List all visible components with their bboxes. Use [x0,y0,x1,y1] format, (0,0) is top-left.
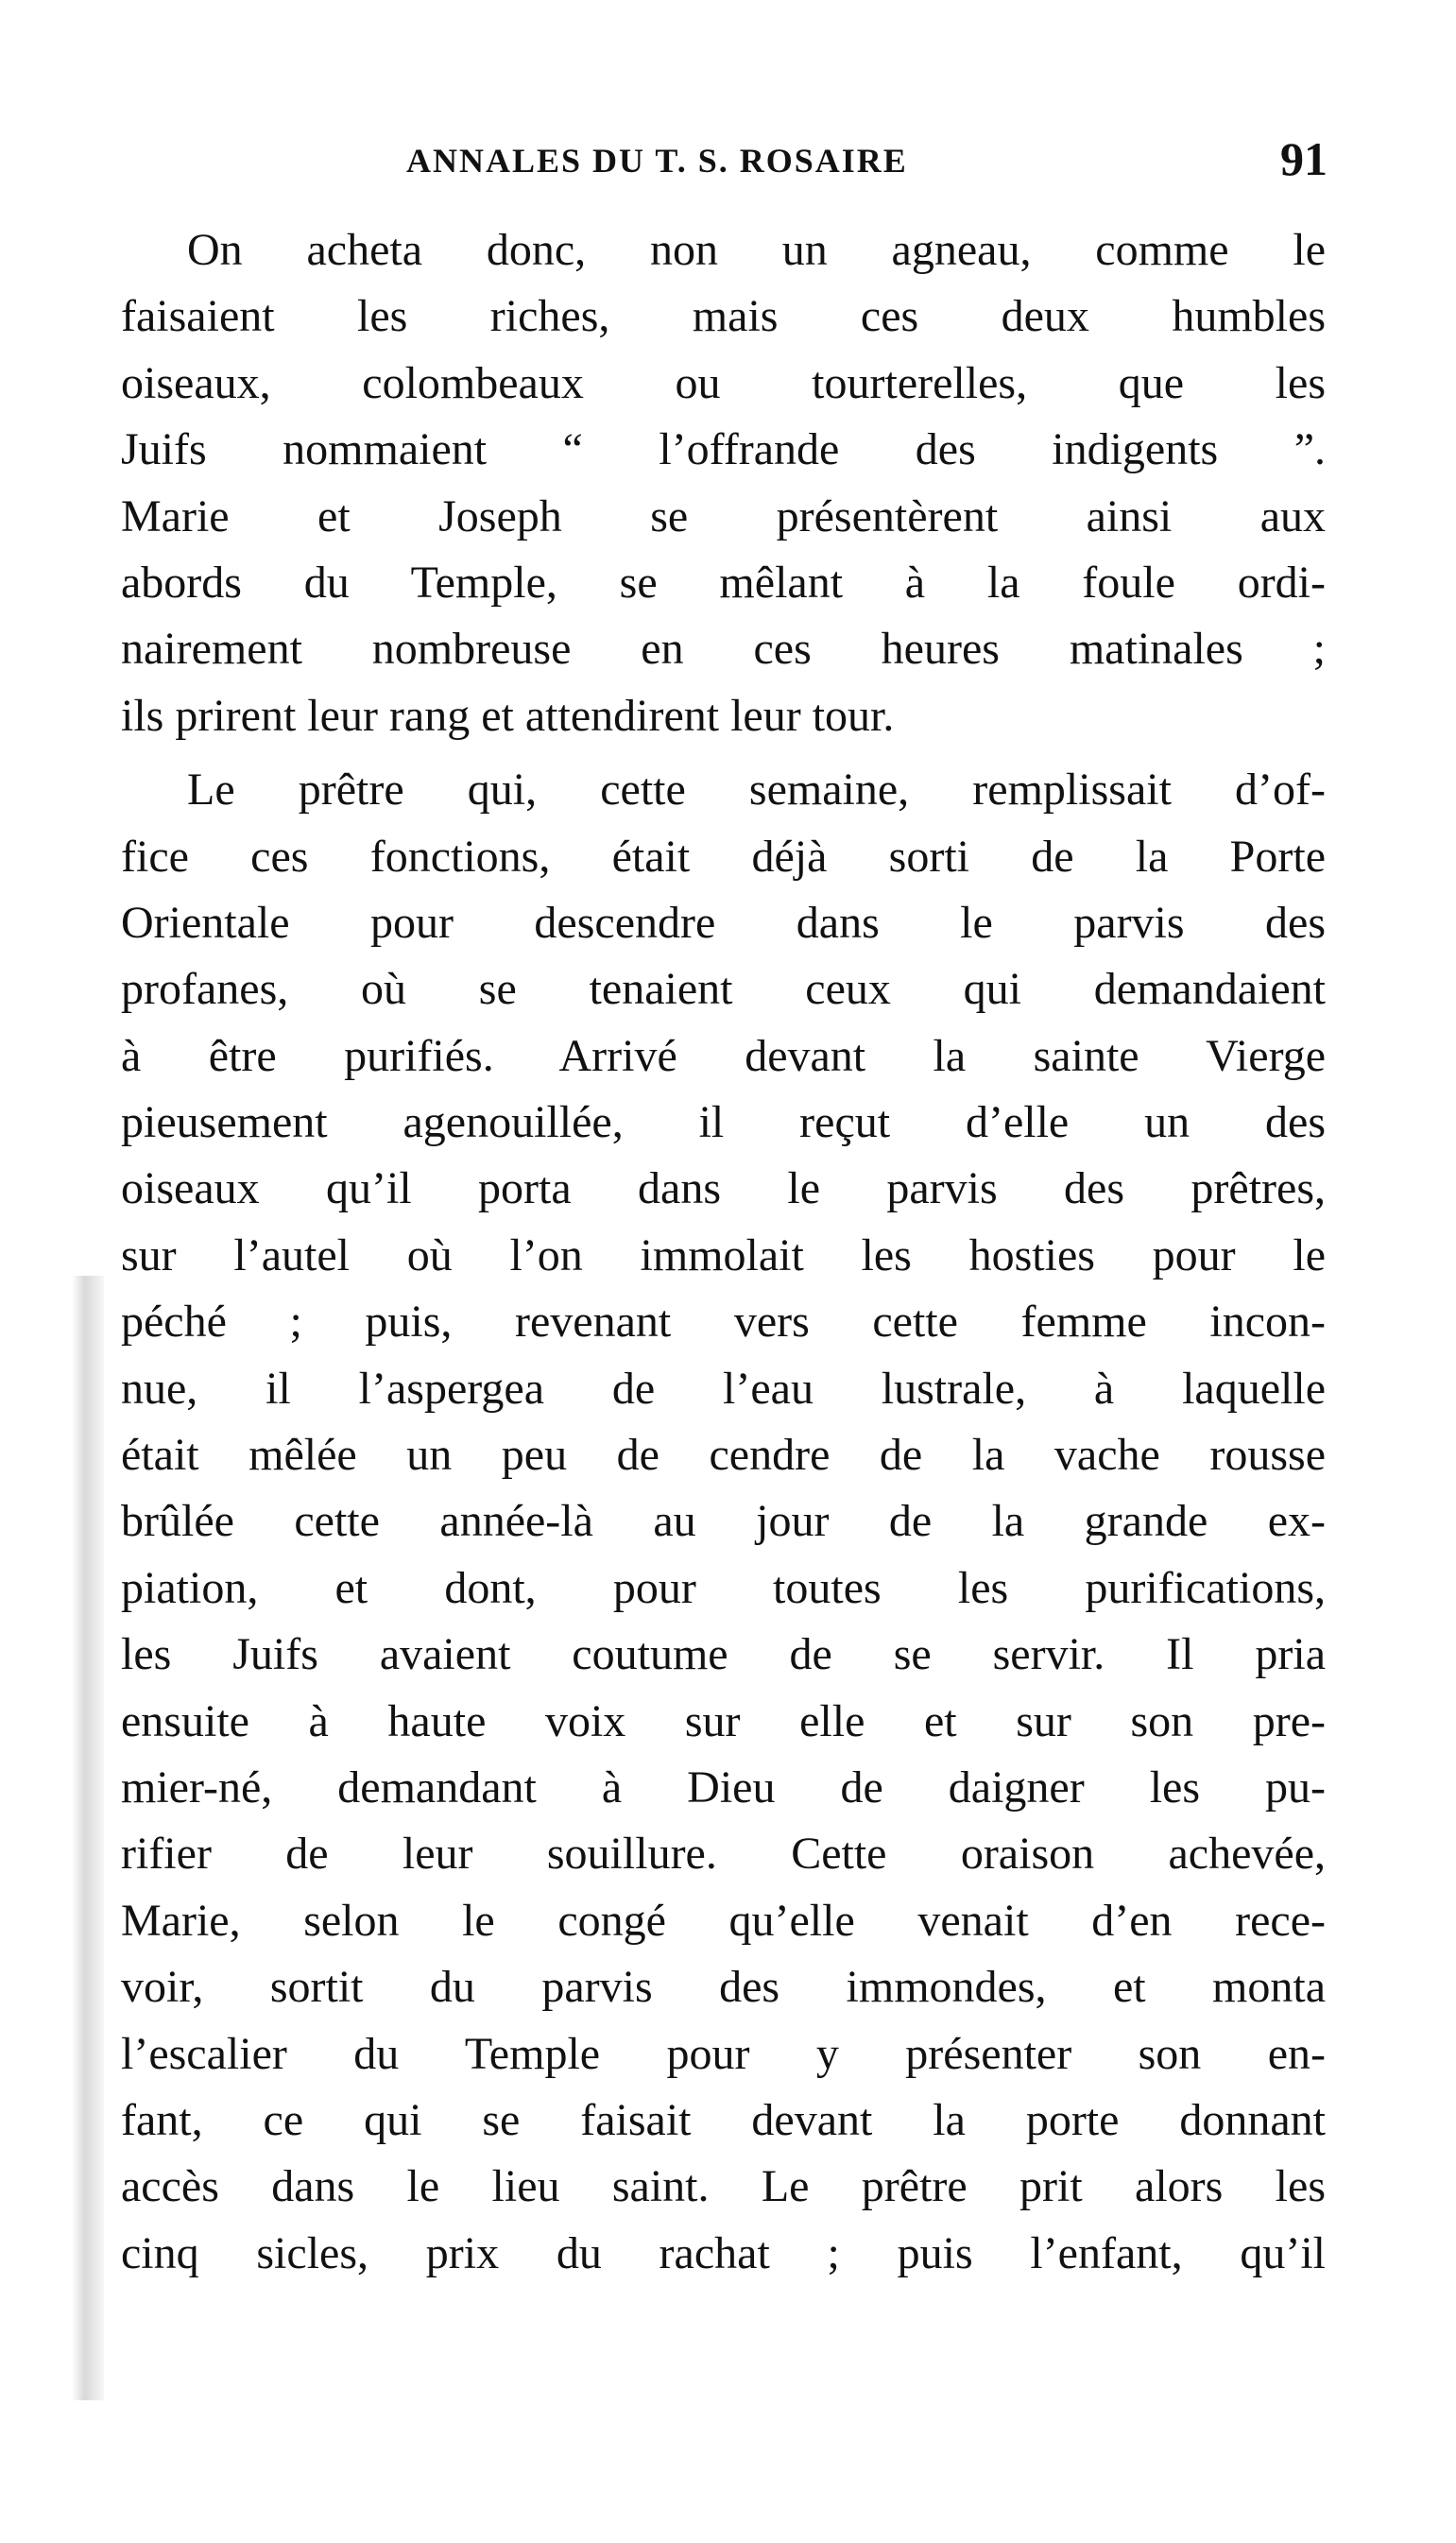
text-line: mier-né, demandant à Dieu de daigner les pu- [121,1761,1326,1813]
text-line: abords du Temple, se mêlant à la foule ordi- [121,557,1326,608]
text-line: brûlée cette année-là au jour de la grande ex- [121,1496,1326,1547]
text-line: péché ; puis, revenant vers cette femme incon- [121,1297,1326,1348]
running-head: ANNALES DU T. S. ROSAIRE [406,142,908,180]
text-line: fant, ce qui se faisait devant la porte donnant [121,2094,1326,2145]
text-line: Juifs nommaient “ l’offrande des indigents ”. [121,424,1326,475]
text-line: Le prêtre qui, cette semaine, remplissait d’of- [187,765,1326,816]
text-line: piation, et dont, pour toutes les purifications, [121,1562,1326,1613]
text-line: sur l’autel où l’on immolait les hosties pour le [121,1229,1326,1280]
text-line: pieusement agenouillée, il reçut d’elle un des [121,1097,1326,1148]
body-text [121,217,1326,2294]
text-line: fice ces fonctions, était déjà sorti de la Porte [121,831,1326,882]
text-line: oiseaux, colombeaux ou tourterelles, que les [121,357,1326,408]
text-line: nue, il l’aspergea de l’eau lustrale, à laquelle [121,1363,1326,1414]
text-line: rifier de leur souillure. Cette oraison achevée, [121,1829,1326,1880]
text-line: On acheta donc, non un agneau, comme le [187,225,1326,275]
text-line: accès dans le lieu saint. Le prêtre prit alors les [121,2161,1326,2212]
page-number: 91 [1280,132,1328,185]
text-line: ensuite à haute voix sur elle et sur son pre- [121,1695,1326,1746]
paragraph-2 [121,757,1326,2287]
text-line: profanes, où se tenaient ceux qui demandaient [121,964,1326,1015]
text-line: oiseaux qu’il porta dans le parvis des prêtres, [121,1163,1326,1214]
text-line: l’escalier du Temple pour y présenter son en- [121,2028,1326,2079]
text-line: nairement nombreuse en ces heures matinales ; [121,624,1326,675]
page-header [123,132,1328,189]
text-line: ils prirent leur rang et attendirent leur tour. [121,690,895,741]
text-line: voir, sortit du parvis des immondes, et monta [121,1962,1326,2013]
page-binding-shadow [72,1276,104,2400]
text-line: à être purifiés. Arrivé devant la sainte Vierge [121,1030,1326,1081]
text-line: les Juifs avaient coutume de se servir. Il pria [121,1629,1326,1680]
text-line: Orientale pour descendre dans le parvis des [121,897,1326,948]
text-line: cinq sicles, prix du rachat ; puis l’enfant, qu’il [121,2227,1326,2278]
text-line: faisaient les riches, mais ces deux humbles [121,291,1326,342]
text-line: Marie, selon le congé qu’elle venait d’en rece- [121,1895,1326,1946]
text-line: était mêlée un peu de cendre de la vache rousse [121,1430,1326,1481]
text-line: Marie et Joseph se présentèrent ainsi aux [121,490,1326,541]
paragraph-1 [121,217,1326,749]
